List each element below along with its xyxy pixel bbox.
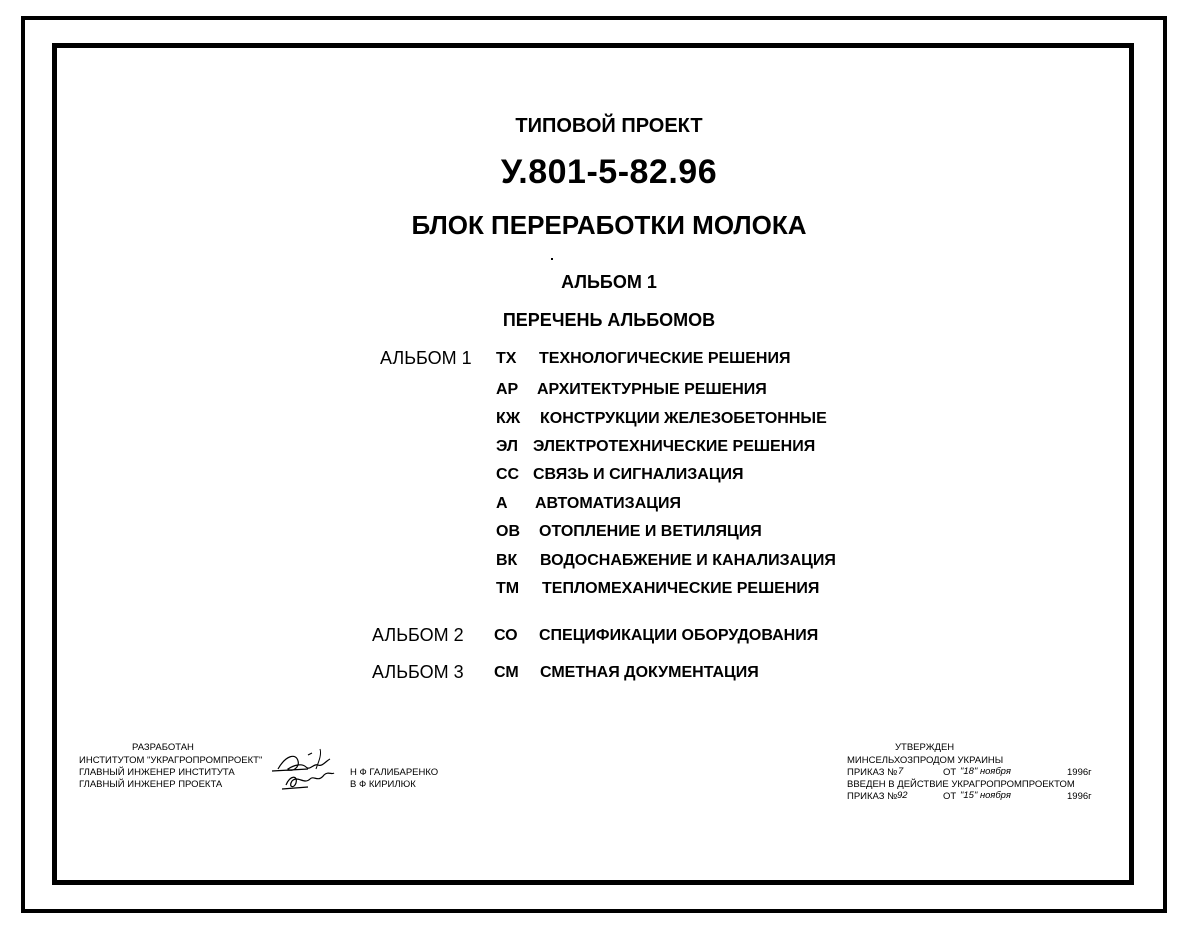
section-code: СО [494,627,518,644]
developed-heading: РАЗРАБОТАН [132,742,194,753]
approved-heading: УТВЕРЖДЕН [895,742,955,753]
album-heading: АЛЬБОМ 1 [561,272,657,292]
doc-type: ТИПОВОЙ ПРОЕКТ [515,115,703,137]
section-code: ТМ [496,580,520,597]
album-label: АЛЬБОМ 2 [372,625,464,645]
order2-date: "15" ноября [960,790,1011,801]
project-title: БЛОК ПЕРЕРАБОТКИ МОЛОКА [411,210,807,240]
section-code: АР [496,381,519,398]
list-title: ПЕРЕЧЕНЬ АЛЬБОМОВ [502,310,716,330]
section-desc: ЭЛЕКТРОТЕХНИЧЕСКИЕ РЕШЕНИЯ [533,438,816,455]
order1-date: "18" ноября [960,766,1011,777]
order1-year: 1996г [1067,767,1092,778]
section-code: А [496,495,508,512]
chief-engineer-project-label: ГЛАВНЫЙ ИНЖЕНЕР ПРОЕКТА [79,779,223,790]
section-desc: АРХИТЕКТУРНЫЕ РЕШЕНИЯ [537,381,767,398]
order2-from: ОТ [943,791,957,802]
ministry: МИНСЕЛЬХОЗПРОДОМ УКРАИНЫ [847,755,1004,766]
section-desc: АВТОМАТИЗАЦИЯ [535,495,681,512]
developed-institute: ИНСТИТУТОМ "УКРАГРОПРОМПРОЕКТ" [79,755,263,766]
section-code: ОВ [496,523,520,540]
order2-label: ПРИКАЗ № [847,791,898,802]
section-desc: КОНСТРУКЦИИ ЖЕЛЕЗОБЕТОННЫЕ [540,410,827,427]
section-code: ВК [496,552,518,569]
section-desc: ОТОПЛЕНИЕ И ВЕТИЛЯЦИЯ [539,523,762,540]
order1-label: ПРИКАЗ № [847,767,898,778]
signatures-image [268,745,340,795]
section-code: СМ [494,664,519,681]
section-desc: ТЕХНОЛОГИЧЕСКИЕ РЕШЕНИЯ [539,350,791,367]
order2-year: 1996г [1067,791,1092,802]
order2-number: 92 [897,790,908,801]
section-desc: СВЯЗЬ И СИГНАЛИЗАЦИЯ [533,466,744,483]
chief-engineer-institute-label: ГЛАВНЫЙ ИНЖЕНЕР ИНСТИТУТА [79,767,235,778]
enacted: ВВЕДЕН В ДЕЙСТВИЕ УКРАГРОПРОМПРОЕКТОМ [847,779,1075,790]
section-code: КЖ [496,410,521,427]
section-desc: ТЕПЛОМЕХАНИЧЕСКИЕ РЕШЕНИЯ [542,580,820,597]
section-code: ТХ [496,350,517,367]
album-label: АЛЬБОМ 3 [372,662,464,682]
section-desc: ВОДОСНАБЖЕНИЕ И КАНАЛИЗАЦИЯ [540,552,836,569]
section-desc: СМЕТНАЯ ДОКУМЕНТАЦИЯ [540,664,759,681]
name-institute: Н Ф ГАЛИБАРЕНКО [350,767,439,778]
project-code: У.801-5-82.96 [500,153,718,191]
order1-from: ОТ [943,767,957,778]
section-desc: СПЕЦИФИКАЦИИ ОБОРУДОВАНИЯ [539,627,819,644]
album-label: АЛЬБОМ 1 [380,348,472,368]
order1-number: 7 [898,766,904,777]
section-code: ЭЛ [496,438,518,455]
section-code: СС [496,466,520,483]
name-project: В Ф КИРИЛЮК [350,779,416,790]
